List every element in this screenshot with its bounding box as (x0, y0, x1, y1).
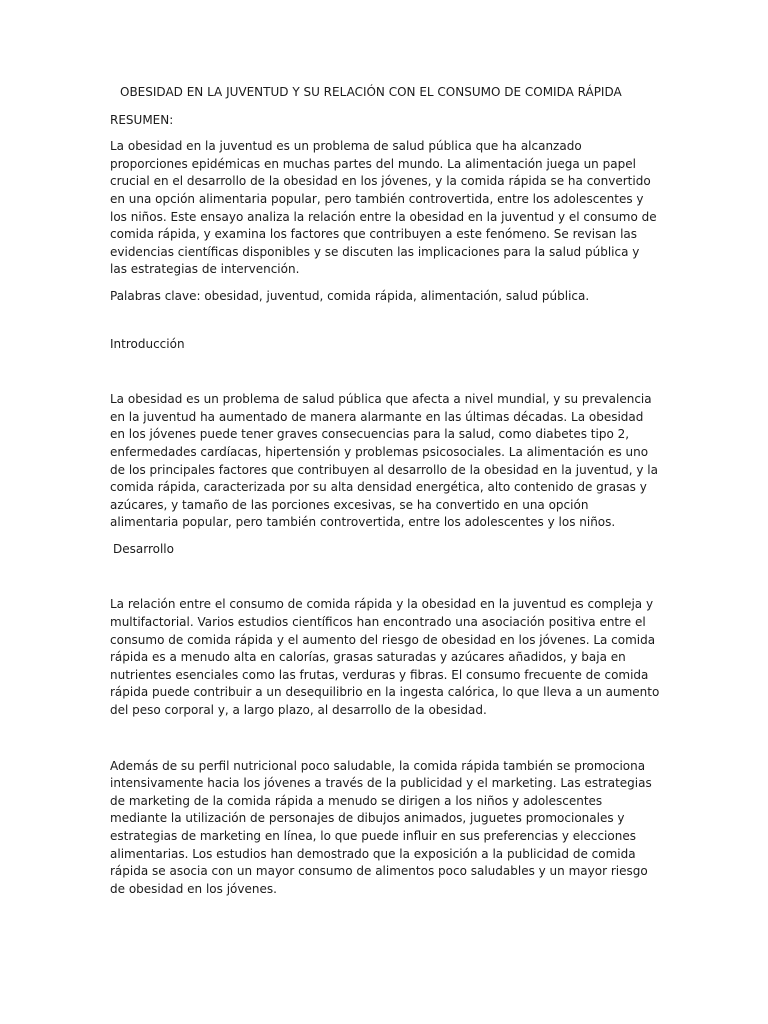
abstract-paragraph: La obesidad en la juventud es un problema de salud pública que ha alcanzado proporciones epidémicas en muchas partes del mundo. La alimentación juega un papel crucial en el desarrollo de la obesidad en los jóvenes, y la comida rápida se ha convertido en una opción alimentaria popular, pero también controvertida, entre los adolescentes y los niños. Este ensayo analiza la relación entre la obesidad en la juventud y el consumo de comida rápida, y examina los factores que contribuyen a este fenómeno. Se revisan las evidencias científicas disponibles y se discuten las implicaciones para la salud pública y las estrategias de intervención. (110, 139, 657, 277)
section-heading-desarrollo: Desarrollo (113, 541, 174, 556)
abstract-label: RESUMEN: (110, 112, 174, 127)
keywords-line: Palabras clave: obesidad, juventud, comida rápida, alimentación, salud pública. (110, 288, 590, 303)
document-body (110, 84, 660, 898)
desarrollo-paragraph-2: Además de su perfil nutricional poco saludable, la comida rápida también se promociona intensivamente hacia los jóvenes a través de la publicidad y el marketing. Las estrategias de marketing de la comida rápida a menudo se dirigen a los niños y adolescentes mediante la utilización de personajes de dibujos animados, juguetes promocionales y estrategias de marketing en línea, lo que puede influir en sus preferencias y elecciones alimentarias. Los estudios han demostrado que la exposición a la publicidad de comida rápida se asocia con un mayor consumo de alimentos poco saludables y un mayor riesgo de obesidad en los jóvenes. (110, 758, 652, 896)
section-heading-introduction: Introducción (110, 336, 185, 351)
document-title: OBESIDAD EN LA JUVENTUD Y SU RELACIÓN CON EL CONSUMO DE COMIDA RÁPIDA (120, 85, 622, 99)
desarrollo-paragraph-1: La relación entre el consumo de comida rápida y la obesidad en la juventud es compleja y multifactorial. Varios estudios científicos han encontrado una asociación positiva entre el consumo de comida rápida y el aumento del riesgo de obesidad en los jóvenes. La comida rápida es a menudo alta en calorías, grasas saturadas y azúcares añadidos, y baja en nutrientes esenciales como las frutas, verduras y fibras. El consumo frecuente de comida rápida puede contribuir a un desequilibrio en la ingesta calórica, lo que lleva a un aumento del peso corporal y, a largo plazo, al desarrollo de la obesidad. (110, 597, 660, 718)
introduction-paragraph: La obesidad es un problema de salud pública que afecta a nivel mundial, y su prevalencia en la juventud ha aumentado de manera alarmante en las últimas décadas. La obesidad en los jóvenes puede tener graves consecuencias para la salud, como diabetes tipo 2, enfermedades cardíacas, hipertensión y problemas psicosociales. La alimentación es uno de los principales factores que contribuyen al desarrollo de la obesidad en la juventud, y la comida rápida, caracterizada por su alta densidad energética, alto contenido de grasas y azúcares, y tamaño de las porciones excesivas, se ha convertido en una opción alimentaria popular, pero también controvertida, entre los adolescentes y los niños. (110, 392, 658, 530)
